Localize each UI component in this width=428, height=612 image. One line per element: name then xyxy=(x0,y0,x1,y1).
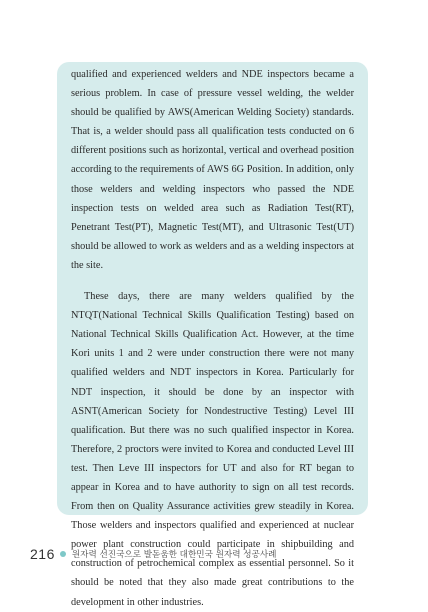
running-title: 원자력 선진국으로 발돋움한 대한민국 원자력 성공사례 xyxy=(71,550,277,560)
paragraph-2: These days, there are many welders qualified by the NTQT(National Technical Skills Qualification Testing) based on National Technical Skills Qualification Act. However, at the time Kori units 1 and 2 were under construction there were not many qualified welders and NDT inspectors in Korea. Particularly for NDT inspection, it should be done by an inspector with ASNT(American Society for Nondestructive Testing) Level III qualification. But there was no such qualified inspector in Korea. Therefore, 2 proctors were invited to Korea and conducted Level III test. Then Leve III inspectors for UT and also for RT began to appear in Korea and to have authority to sign on all test records. From then on Quality Assurance activities grew steadily in Korea. Those welders and inspectors qualified and experienced at nuclear power plant construction could participate in shipbuilding and construction of petrochemical complex as essential personnel. So it should be noted that they also made great contributions to the development in other industries. xyxy=(71,291,354,608)
page-footer xyxy=(30,544,276,564)
page-number: 216 xyxy=(30,546,55,562)
paragraph-1: qualified and experienced welders and NDE inspectors became a serious problem. In case of pressure vessel welding, the welder should be qualified by AWS(American Welding Society) standards. That is, a welder should pass all qualification tests conducted on 6 different positions such as horizontal, vertical and overhead position according to the requirements of AWS 6G Position. In addition, only those welders and welding inspectors who passed the NDE inspection tests on welded area such as Radiation Test(RT), Penetrant Test(PT), Magnetic Test(MT), and Ultrasonic Test(UT) should be allowed to work as welders and as a welding inspectors at the site. xyxy=(71,69,354,271)
bullet-dot-icon xyxy=(60,551,66,557)
